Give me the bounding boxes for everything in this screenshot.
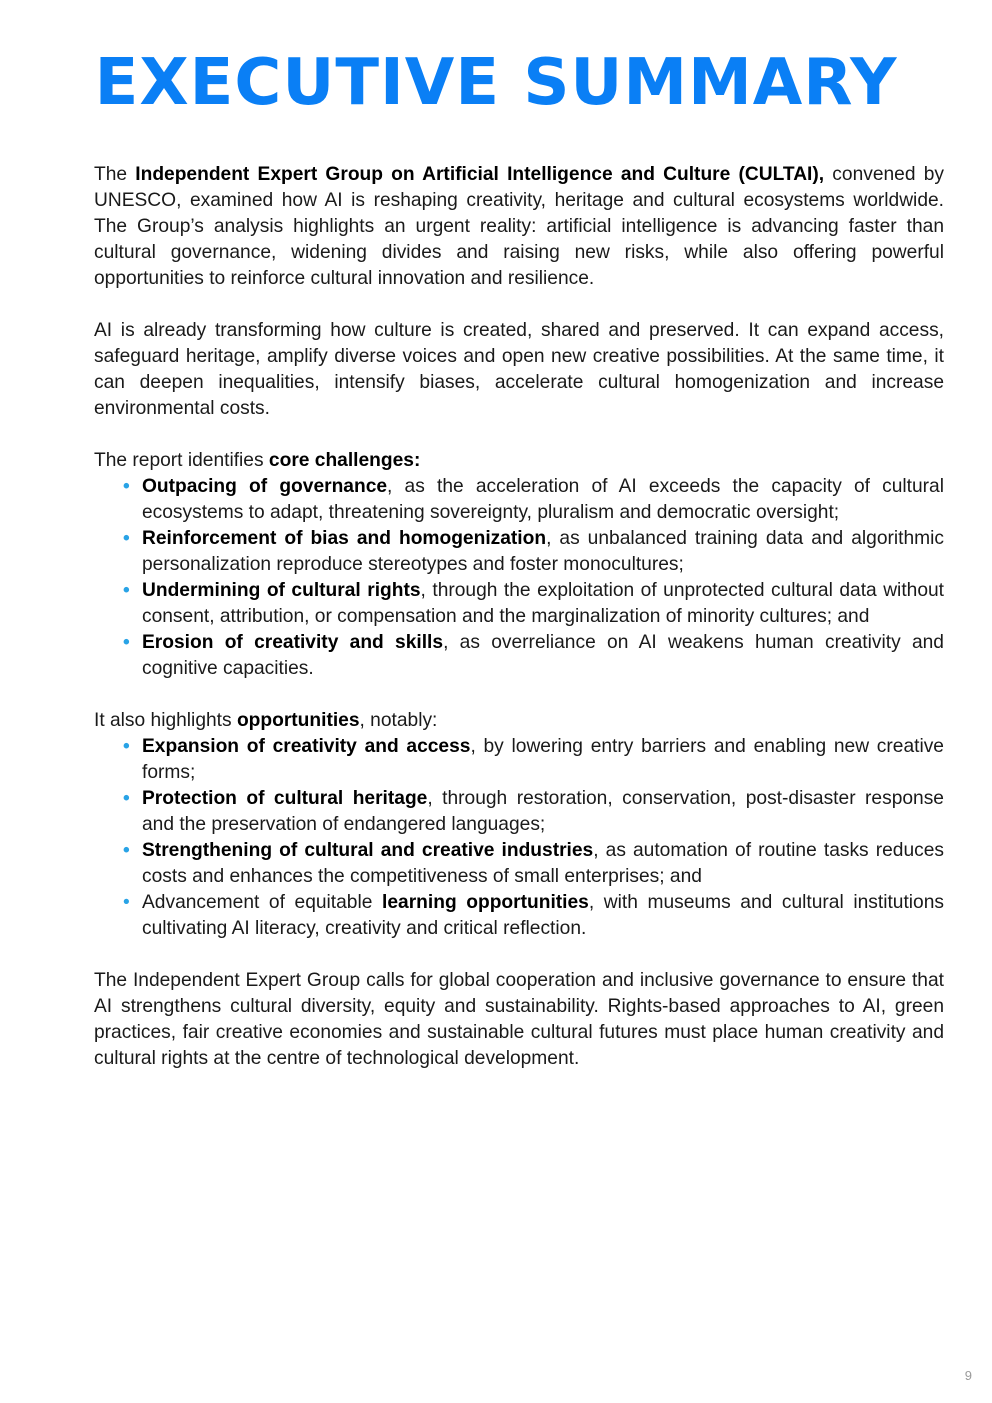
challenges-list [94, 474, 944, 682]
bullet-icon: • [123, 528, 130, 549]
list-item: • Reinforcement of bias and homogenization, as unbalanced training data and algorithmic personalization reproduce stereotypes and foster monocultures; [123, 528, 944, 575]
transformation-paragraph: AI is already transforming how culture is created, shared and preserved. It can expand access, safeguard heritage, amplify diverse voices and open new creative possibilities. At the same time, it can deepen inequalities, intensify biases, accelerate cultural homogenization and increase environmental costs. [94, 320, 944, 419]
list-item: • Outpacing of governance, as the acceleration of AI exceeds the capacity of cultural ecosystems to adapt, threatening sovereignty, pluralism and democratic oversight; [123, 476, 944, 523]
bullet-icon: • [123, 788, 130, 809]
bullet-icon: • [123, 632, 130, 653]
challenges-intro: The report identifies core challenges: [94, 450, 421, 471]
cultai-group-name: Independent Expert Group on Artificial Intelligence and Culture (CULTAI), [135, 164, 825, 185]
list-item: • Strengthening of cultural and creative industries, as automation of routine tasks reduces costs and enhances the competitiveness of small enterprises; and [123, 840, 944, 887]
bullet-icon: • [123, 476, 130, 497]
intro-paragraph: The Independent Expert Group on Artificial Intelligence and Culture (CULTAI), convened by UNESCO, examined how AI is reshaping creativity, heritage and cultural ecosystems worldwide. The Group’s analysis highlights an urgent reality: artificial intelligence is advancing faster than cultural governance, widening divides and raising new risks, while also offering powerful opportunities to reinforce cultural innovation and resilience. [94, 164, 944, 289]
bullet-icon: • [123, 892, 130, 913]
closing-paragraph: The Independent Expert Group calls for global cooperation and inclusive governance to ensure that AI strengthens cultural diversity, equity and sustainability. Rights-based approaches to AI, green practices, fair creative economies and sustainable cultural futures must place human creativity and cultural rights at the centre of technological development. [94, 970, 944, 1069]
list-item: • Advancement of equitable learning opportunities, with museums and cultural institutions cultivating AI literacy, creativity and critical reflection. [123, 892, 944, 939]
list-item: • Expansion of creativity and access, by lowering entry barriers and enabling new creative forms; [123, 736, 944, 783]
opportunities-list [94, 734, 944, 942]
bullet-icon: • [123, 580, 130, 601]
bullet-icon: • [123, 736, 130, 757]
list-item: • Erosion of creativity and skills, as overreliance on AI weakens human creativity and cognitive capacities. [123, 632, 944, 679]
page-number: 9 [964, 1368, 972, 1383]
opportunities-intro: It also highlights opportunities, notably: [94, 710, 438, 731]
summary-body [94, 162, 944, 1098]
list-item: • Undermining of cultural rights, through the exploitation of unprotected cultural data without consent, attribution, or compensation and the marginalization of minority cultures; and [123, 580, 944, 627]
list-item: • Protection of cultural heritage, through restoration, conservation, post-disaster response and the preservation of endangered languages; [123, 788, 944, 835]
page-title: EXECUTIVE SUMMARY [94, 46, 898, 120]
bullet-icon: • [123, 840, 130, 861]
